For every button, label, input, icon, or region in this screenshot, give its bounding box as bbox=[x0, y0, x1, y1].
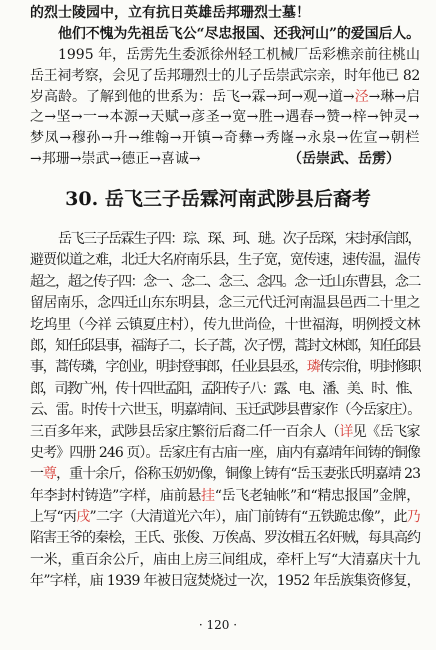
text-segment: 郎，知任邱县事，福海子二，长子蒿，次子愣，蒿封文林郎，知任邱县 bbox=[30, 337, 420, 354]
text-line bbox=[30, 486, 420, 507]
line-text bbox=[30, 128, 420, 149]
text-segment: 岳王祠考察，会见了岳邦珊烈士的儿子岳崇武宗亲，时年他已 82 bbox=[30, 67, 420, 84]
highlighted-char: 尊 bbox=[43, 466, 57, 483]
text-segment: 年李封村铸造”字样，庙前悬 bbox=[30, 487, 202, 504]
lineage-tail-line bbox=[30, 149, 420, 170]
highlighted-char: 挂 bbox=[201, 487, 215, 504]
text-segment: 避贾似道之难，北迁大名府南乐县，生子宽，宽传速，速传温，温传 bbox=[30, 252, 420, 269]
line-text bbox=[30, 107, 420, 128]
text-line bbox=[30, 571, 420, 592]
page-number: · 120 · bbox=[198, 618, 238, 632]
text-segment: 史考》四册 246 页）。岳家庄有古庙一座，庙内有嘉靖年间铸的铜像 bbox=[30, 444, 420, 461]
text-segment: ，重十余斤，俗称玉奶奶像，铜像上铸有“岳玉妻张氏明嘉靖 23 bbox=[56, 466, 421, 483]
text-segment: 梦凤→穆孙→升→维翰→开镇→奇彝→秀嶐→永泉→佐宣→朝栏 bbox=[30, 130, 420, 147]
text-line bbox=[30, 107, 420, 128]
line-text bbox=[30, 87, 420, 108]
text-segment: 传宗佾，明封修职 bbox=[319, 359, 421, 376]
text-line bbox=[30, 293, 420, 314]
text-line bbox=[30, 507, 420, 528]
section-body bbox=[30, 229, 420, 593]
line-text bbox=[30, 293, 420, 314]
text-segment: 三百多年来，武陟县岳家庄繁衍后裔二仟一百余人（ bbox=[30, 423, 340, 440]
text-line bbox=[30, 250, 420, 271]
text-segment: ”二字（大清道光六年），庙门前铸有“五铁跪忠像”，此 bbox=[89, 509, 407, 526]
text-line bbox=[30, 443, 420, 464]
text-line bbox=[30, 464, 420, 485]
line-text bbox=[30, 379, 420, 400]
highlighted-char: 璘 bbox=[306, 359, 320, 376]
text-segment: 他们不愧为先祖岳飞公“尽忠报国、还我河山”的爱国后人。 bbox=[58, 25, 420, 42]
highlighted-char: 详 bbox=[339, 423, 353, 440]
line-text bbox=[30, 315, 420, 336]
line-text bbox=[30, 422, 420, 443]
text-line bbox=[30, 379, 420, 400]
line-text bbox=[30, 250, 420, 271]
line-text bbox=[30, 443, 420, 464]
text-segment: 圪坞里（今祥 云镇夏庄村），传九世尚俭，十世福海，明例授文林 bbox=[30, 316, 420, 333]
text-line bbox=[30, 315, 420, 336]
text-line bbox=[30, 528, 420, 549]
line-text bbox=[58, 45, 420, 66]
line-text bbox=[30, 272, 420, 293]
text-segment: 见《岳飞家 bbox=[352, 423, 421, 440]
text-segment: 岁高龄。了解到他的世系为：岳飞→霖→珂→观→道→ bbox=[30, 88, 355, 105]
line-text bbox=[30, 571, 420, 592]
text-line bbox=[30, 229, 420, 250]
lineage-tail-text: →邦珊→崇武→德正→喜诚→ bbox=[30, 151, 201, 168]
line-text bbox=[30, 528, 420, 549]
text-segment: 年”字样，庙 1939 年被日寇焚烧过一次，1952 年岳族集资修复， bbox=[30, 573, 420, 590]
text-segment: 岳飞三子岳霖生子四：琮、琛、珂、琎。次子岳琛，宋封承信郎， bbox=[58, 231, 420, 247]
text-segment: 郎，司教广州，传十四世孟阳，孟阳传子八：露、电、潘、美、时、惟、 bbox=[30, 380, 420, 397]
text-line bbox=[30, 87, 420, 108]
line-text bbox=[30, 3, 310, 24]
text-segment: 之→坚→一→本源→天赋→彦圣→宽→胜→遇春→赞→梓→钟灵→ bbox=[30, 109, 420, 126]
section-heading: 30. 岳飞三子岳霖河南武陟县后裔考 bbox=[65, 188, 371, 210]
line-text bbox=[30, 464, 420, 485]
text-line bbox=[30, 128, 420, 149]
text-line bbox=[30, 24, 420, 45]
text-segment: 的烈士陵园中，立有抗日英雄岳邦珊烈士墓！ bbox=[30, 5, 310, 21]
text-segment: 超之，超之传子四：念一、念二、念三、念四。念一迁山东曹县，念二 bbox=[30, 273, 420, 290]
highlighted-char: 戌 bbox=[76, 509, 90, 526]
text-segment: 陷害王爷的秦桧，王氏、张俊、万俟卨、罗汝楫五名奸贼，每具高约 bbox=[30, 530, 420, 547]
text-segment: 1995 年，岳雳先生委派徐州轻工机械厂岳彩樵亲前往桃山 bbox=[58, 46, 420, 63]
line-text bbox=[30, 66, 420, 87]
lineage-source-note: （岳崇武、岳雳） bbox=[288, 151, 400, 168]
highlighted-char: 乃 bbox=[406, 509, 420, 526]
text-line bbox=[30, 400, 420, 421]
text-segment: 云、雷。时传十六世玉，明嘉靖间、玉迁武陟县曹家作（今岳家庄）。 bbox=[30, 402, 420, 419]
text-line bbox=[30, 550, 420, 571]
text-line bbox=[30, 45, 420, 66]
line-text bbox=[30, 336, 420, 357]
text-segment: 留居南乐，念四迁山东东明县，念三元代迁河南温县邑西二十里之 bbox=[30, 295, 420, 312]
line-text bbox=[30, 486, 420, 507]
lineage-section bbox=[30, 3, 420, 170]
text-segment: 上写“丙 bbox=[30, 509, 77, 526]
text-line bbox=[30, 422, 420, 443]
text-segment: “岳飞老轴帐”和“精忠报国”金牌， bbox=[214, 487, 420, 504]
text-segment: 一米，重百余公斤，庙由上房三间组成，牵杆上写“大清嘉庆十九 bbox=[30, 551, 420, 568]
text-segment: →琳→启 bbox=[368, 88, 421, 105]
line-text bbox=[58, 24, 420, 45]
line-text bbox=[30, 400, 420, 421]
line-text bbox=[30, 550, 420, 571]
text-line bbox=[30, 66, 420, 87]
text-line bbox=[30, 3, 420, 24]
text-segment: 一 bbox=[30, 466, 44, 483]
line-text bbox=[58, 229, 420, 250]
line-text bbox=[30, 357, 420, 378]
text-line bbox=[30, 336, 420, 357]
text-line bbox=[30, 357, 420, 378]
highlighted-char: 泾 bbox=[354, 88, 369, 105]
text-segment: 事，蒿传璘，字创业，明封登事郎，任业县县丞， bbox=[30, 359, 307, 376]
text-line bbox=[30, 272, 420, 293]
line-text bbox=[30, 507, 420, 528]
